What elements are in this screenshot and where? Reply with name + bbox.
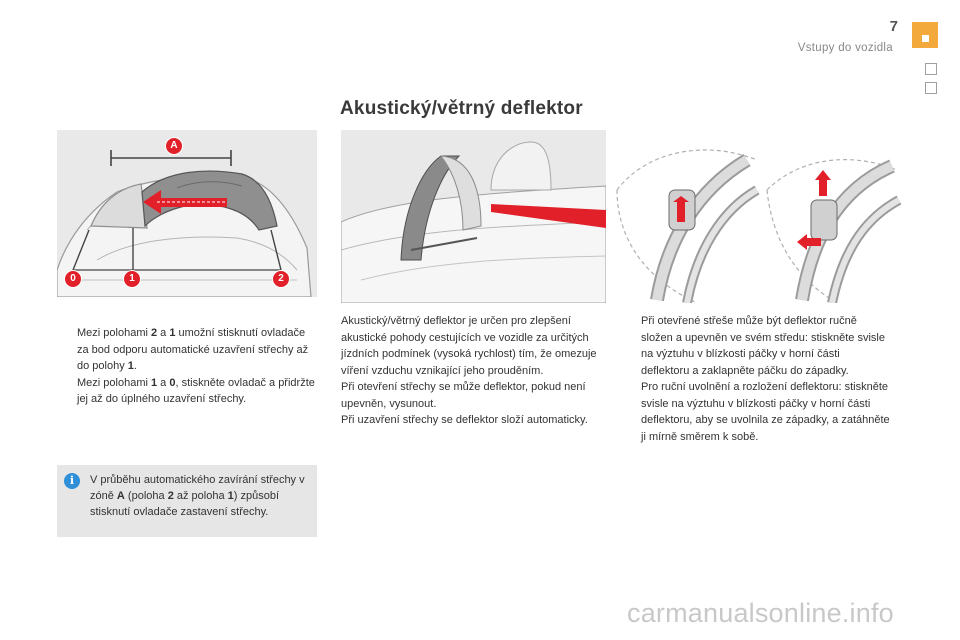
section-title: Vstupy do vozidla — [797, 42, 893, 54]
zone-a-badge: A — [165, 137, 183, 155]
left-instructions — [57, 325, 319, 408]
page-number: 7 — [889, 18, 898, 35]
info-note-box — [57, 465, 317, 537]
left-bullet-2: Mezi polohami 1 a 0, stiskněte ovladač a přidržte jej až do úplného uzavření střechy. — [77, 376, 315, 405]
latch-svg — [607, 130, 907, 303]
right-instructions — [621, 313, 891, 445]
roof-positions-illustration — [57, 130, 317, 297]
deflector-description — [341, 313, 606, 429]
left-bullet-1: Mezi polohami 2 a 1 umožní stisknutí ovladače za bod odporu automatické uzavření střechy až do polohy 1. — [77, 327, 309, 372]
position-1-badge: 1 — [123, 270, 141, 288]
latch-detail-illustration — [607, 130, 907, 303]
position-0-badge: 0 — [64, 270, 82, 288]
chapter-tab-active[interactable] — [912, 22, 938, 48]
info-note-text: V průběhu automatického zavírání střechy v zóně A (poloha 2 až poloha 1) způsobí stisknutí ovladače zastavení střechy. — [90, 474, 305, 518]
info-icon: i — [64, 473, 80, 489]
right-bullet-2: Pro ruční uvolnění a rozložení deflektoru: stiskněte svisle na výztuhu v blízkosti páčky v horní části deflektoru, aby se uvolnila ze západky, a zatáhněte ji mírně směrem k sobě. — [641, 381, 890, 443]
chapter-tab-2[interactable] — [925, 63, 937, 75]
watermark: carmanualsonline.info — [627, 598, 894, 628]
position-2-badge: 2 — [272, 270, 290, 288]
deflector-illustration — [341, 130, 606, 303]
tab-square-icon — [922, 35, 929, 42]
page-title: Akustický/větrný deflektor — [340, 98, 583, 119]
body-paragraph-3: Při uzavření střechy se deflektor složí automaticky. — [341, 414, 588, 426]
chapter-tab-3[interactable] — [925, 82, 937, 94]
body-paragraph-2: Při otevření střechy se může deflektor, pokud není upevněn, vysunout. — [341, 381, 586, 410]
right-bullet-1: Při otevřené střeše může být deflektor ručně složen a upevněn ve svém středu: stiskněte svisle na výztuhu v blízkosti páčky v horní části deflektoru a zaklapněte páčku do západky. — [641, 315, 885, 377]
body-paragraph-1: Akustický/větrný deflektor je určen pro zlepšení akustické pohody cestujících ve vozidle za určitých jízdních podmínek (vysoká rychlost) tím, že omezuje víření vzduchu vznikající jeho prouděním. — [341, 315, 597, 377]
deflector-svg — [341, 130, 606, 303]
